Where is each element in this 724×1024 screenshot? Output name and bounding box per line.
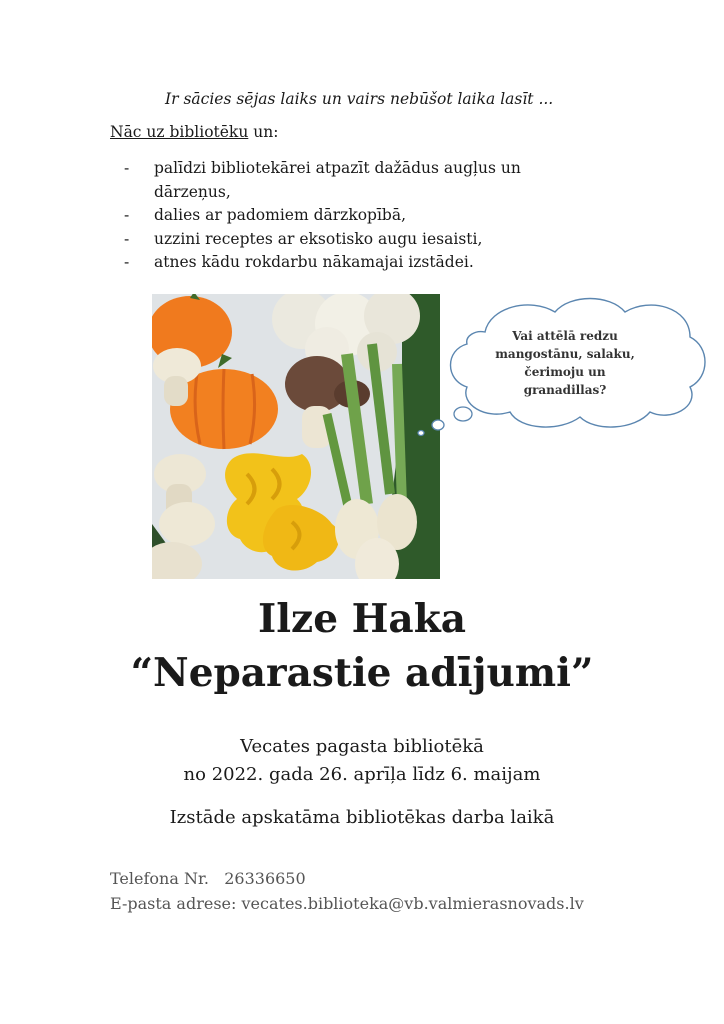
thought-bubble-text [490,327,640,399]
thought-line: Vai attēlā redzu [512,329,618,343]
phone-label: Telefona Nr. [110,869,209,888]
thought-line: granadillas? [523,383,607,397]
knitted-vegetables-photo [152,294,440,579]
thought-line: čerimoju un [524,365,606,379]
thought-line: mangostānu, salaku, [495,347,635,361]
task-item: - uzzini receptes ar eksotisko augu iesaisti, [118,228,558,252]
venue-block [0,733,724,789]
email-label: E-pasta adrese: [110,894,237,913]
intro-line: Ir sācies sējas laiks un vairs nebūšot laika lasīt ... [165,90,554,108]
task-item: - dalies ar padomiem dārzkopībā, [118,204,558,228]
invite-line [110,123,278,141]
author-name: Ilze Haka [257,596,466,642]
task-list [118,157,558,275]
invite-underlined: Nāc uz bibliotēku [110,123,249,141]
invite-rest: un: [248,123,279,141]
exhibition-heading [0,592,724,700]
exhibition-title: “Neparastie adījumi” [130,650,594,696]
opening-note: Izstāde apskatāma bibliotēkas darba laikā [169,807,555,828]
venue-place: Vecates pagasta bibliotēkā [240,736,484,757]
phone-number: 26336650 [224,869,306,888]
venue-dates: no 2022. gada 26. aprīļa līdz 6. maijam [183,764,541,785]
task-item: - palīdzi bibliotekārei atpazīt dažādus augļus un dārzeņus, [118,157,558,204]
email-address[interactable]: vecates.biblioteka@vb.valmierasnovads.lv [241,894,584,913]
contact-block [110,866,584,916]
task-item: - atnes kādu rokdarbu nākamajai izstādei. [118,251,558,275]
